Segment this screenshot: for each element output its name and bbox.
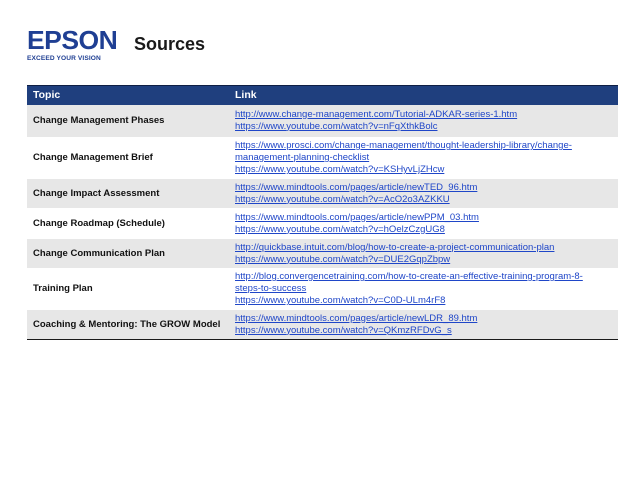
table-row <box>27 105 618 138</box>
source-link[interactable]: management-planning-checklist <box>235 152 370 163</box>
source-link[interactable]: https://www.youtube.com/watch?v=hOelzCzgUG8 <box>235 223 445 235</box>
table-row <box>27 239 618 269</box>
source-link[interactable]: steps-to-success <box>235 283 307 294</box>
link-cell <box>229 310 618 340</box>
topic-cell: Change Management Brief <box>27 138 229 179</box>
source-link[interactable]: https://www.youtube.com/watch?v=AcO2o3AZKKU <box>235 193 450 205</box>
source-link[interactable]: https://www.youtube.com/watch?v=DUE2GqpZbpw <box>235 253 451 265</box>
topic-cell: Change Communication Plan <box>27 239 229 269</box>
source-link[interactable]: https://www.prosci.com/change-management/thought-leadership-library/change- <box>235 140 572 151</box>
source-link[interactable]: http://quickbase.intuit.com/blog/how-to-create-a-project-communication-plan <box>235 241 555 253</box>
source-link[interactable]: http://blog.convergencetraining.com/how-to-create-an-effective-training-program-8- <box>235 271 583 282</box>
topic-cell: Coaching & Mentoring: The GROW Model <box>27 310 229 340</box>
epson-logo <box>27 25 118 62</box>
source-link[interactable]: http://www.change-management.com/Tutorial-ADKAR-series-1.htm <box>235 108 518 120</box>
sources-table <box>27 85 618 340</box>
source-link[interactable]: https://www.mindtools.com/pages/article/newTED_96.htm <box>235 181 478 193</box>
source-link[interactable]: https://www.mindtools.com/pages/article/newPPM_03.htm <box>235 211 479 223</box>
table-header-row <box>27 86 618 105</box>
table-row <box>27 310 618 340</box>
source-link[interactable]: https://www.youtube.com/watch?v=C0D-ULm4rF8 <box>235 295 446 306</box>
link-cell <box>229 138 618 179</box>
column-header-link: Link <box>229 86 618 105</box>
table-row <box>27 179 618 209</box>
link-cell <box>229 269 618 310</box>
topic-cell: Training Plan <box>27 269 229 310</box>
topic-cell: Change Roadmap (Schedule) <box>27 209 229 239</box>
topic-cell: Change Impact Assessment <box>27 179 229 209</box>
table-row <box>27 269 618 310</box>
table-row <box>27 209 618 239</box>
brand-name: EPSON <box>27 25 118 55</box>
source-link[interactable]: https://www.youtube.com/watch?v=KSHyvLjZHcw <box>235 164 445 175</box>
brand-tagline: EXCEED YOUR VISION <box>27 55 101 62</box>
topic-cell: Change Management Phases <box>27 105 229 138</box>
column-header-topic: Topic <box>27 86 229 105</box>
source-link[interactable]: https://www.mindtools.com/pages/article/newLDR_89.htm <box>235 312 478 324</box>
table-row <box>27 138 618 179</box>
link-cell <box>229 105 618 138</box>
source-link[interactable]: https://www.youtube.com/watch?v=QKmzRFDvG_s <box>235 324 452 336</box>
link-cell <box>229 209 618 239</box>
link-cell <box>229 179 618 209</box>
link-cell <box>229 239 618 269</box>
source-link[interactable]: https://www.youtube.com/watch?v=nFqXthkBolc <box>235 120 438 132</box>
page-title: Sources <box>134 34 206 54</box>
